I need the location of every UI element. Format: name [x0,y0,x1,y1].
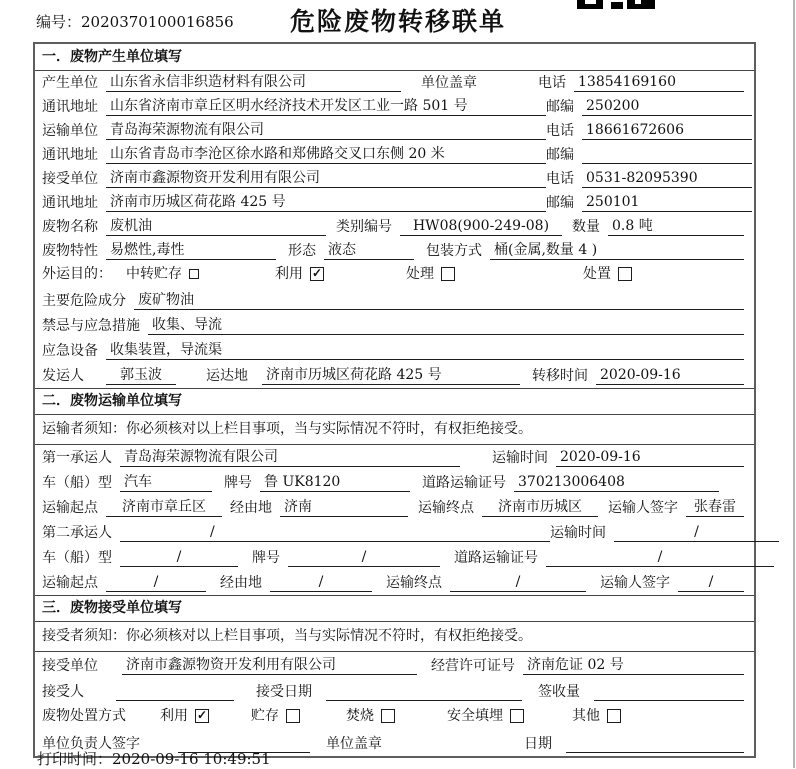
receiver-address-value: 济南市历城区荷花路 425 号 [106,193,546,212]
row-carrier2 [35,520,754,545]
purpose-option-utilize [275,265,324,283]
waste-form-label: 形态 [288,243,316,259]
disposal-option-label: 其他 [572,707,600,724]
purpose-option-label: 中转贮存 [126,266,182,282]
vehicle2-permit-value: / [546,548,774,567]
producer-zip-value: 250200 [582,97,752,116]
receiver-zip-label: 邮编 [546,195,574,211]
date-label: 日期 [524,736,552,752]
destination-label: 运达地 [206,368,248,384]
section1-header: 一．废物产生单位填写 [35,44,754,71]
vehicle1-permit-value: 370213006408 [514,473,719,492]
hazard-value: 废矿物油 [134,291,744,310]
route2-end-label: 运输终点 [386,575,442,591]
accept-unit-label: 接受单位 [42,658,98,674]
row-route1 [35,495,754,520]
disposal-option-label: 贮存 [251,707,279,724]
accept-date-value [326,700,522,701]
purpose-option-transfer-storage [126,265,199,283]
transfer-time-label: 转移时间 [532,368,588,384]
row-disposal-method [35,704,754,730]
acceptor-value [116,700,234,701]
vehicle1-type-label: 车（船）型 [42,475,112,491]
transporter-address-label: 通讯地址 [42,147,98,163]
route2-via-value: / [270,573,372,592]
row-acceptor [35,678,754,704]
vehicle1-plate-label: 牌号 [224,475,252,491]
row-transporter [35,119,754,143]
date-value [566,752,744,753]
vehicle2-type-value: / [120,548,238,567]
route2-start-label: 运输起点 [42,575,98,591]
disposal-option-utilize [160,707,209,725]
carrier1-time-label: 运输时间 [492,450,548,466]
carrier2-time-label: 运输时间 [550,525,606,541]
vehicle1-permit-label: 道路运输证号 [422,475,506,491]
checkbox-transfer-storage [189,269,199,279]
purpose-option-treat [406,265,455,283]
waste-props-value: 易燃性,毒性 [106,241,276,260]
checkbox-treat [441,267,455,281]
route1-end-label: 运输终点 [418,500,474,516]
receiver-notice: 接受者须知：你必须核对以上栏目事项，当与实际情况不符时，有权拒绝接受。 [35,622,754,652]
carrier2-label: 第二承运人 [42,525,112,541]
producer-address-label: 通讯地址 [42,99,98,115]
checkbox-disposal-store [286,709,300,723]
transporter-value: 青岛海荣源物流有限公司 [106,121,546,140]
producer-address-value: 山东省济南市章丘区明水经济技术开发区工业一路 501 号 [106,97,546,116]
purpose-label: 外运目的： [42,266,112,282]
route1-start-value: 济南市章丘区 [106,498,222,517]
transporter-zip-value [582,163,752,164]
vehicle2-type-label: 车（船）型 [42,550,112,566]
disposal-option-other [572,707,621,725]
section3-header: 三．废物接受单位填写 [35,595,754,622]
producer-zip-label: 邮编 [546,99,574,115]
route1-sign-label: 运输人签字 [608,500,678,516]
emergency-equipment-label: 应急设备 [42,343,98,359]
purpose-option-label: 处置 [583,266,611,282]
checkbox-utilize: ✓ [311,266,323,280]
manifest-table [33,42,756,758]
disposal-option-store [251,707,300,725]
transporter-notice: 运输者须知：你必须核对以上栏目事项，当与实际情况不符时，有权拒绝接受。 [35,415,754,445]
emergency-measures-label: 禁忌与应急措施 [42,318,140,334]
waste-qty-value: 0.8 吨 [608,217,744,236]
row-receiver-address [35,191,754,215]
checkbox-disposal-other [607,709,621,723]
route1-start-label: 运输起点 [42,500,98,516]
receiver-value: 济南市鑫源物资开发利用有限公司 [106,169,546,188]
row-vehicle1 [35,470,754,495]
vehicle1-plate-value: 鲁 UK8120 [260,473,410,492]
checkbox-dispose [618,267,632,281]
route2-end-value: / [450,573,586,592]
waste-props-label: 废物特性 [42,243,98,259]
vehicle2-plate-label: 牌号 [252,550,280,566]
route2-via-label: 经由地 [220,575,262,591]
dispatcher-value: 郭玉波 [106,366,176,385]
waste-category-label: 类别编号 [336,219,392,235]
vehicle1-type-value: 汽车 [120,473,212,492]
row-route2 [35,570,754,595]
accept-date-label: 接受日期 [256,684,312,700]
row-transfer-purpose [35,263,754,288]
row-emergency-measures [35,313,754,338]
doc-number-value: 2020370100016856 [81,13,234,31]
transporter-phone-label: 电话 [546,123,574,139]
page-title: 危险废物转移联单 [289,7,506,36]
purpose-option-label: 利用 [275,266,303,282]
route2-start-value: / [106,573,206,592]
waste-form-value: 液态 [324,241,414,260]
dispatcher-label: 发运人 [42,368,84,384]
vehicle2-plate-value: / [288,548,440,567]
disposal-option-incinerate [346,707,395,725]
producer-phone-value: 13854169160 [574,73,744,92]
disposal-option-label: 利用 [160,707,188,724]
disposal-option-label: 焚烧 [346,707,374,724]
checkbox-disposal-incinerate [381,709,395,723]
receiver-phone-label: 电话 [546,171,574,187]
producer-seal-label: 单位盖章 [421,75,477,91]
producer-value: 山东省永信非织造材料有限公司 [106,73,401,92]
purpose-option-label: 处理 [406,266,434,282]
responsible-sign-label: 单位负责人签字 [42,736,140,752]
transporter-zip-label: 邮编 [546,147,574,163]
route1-sign-value: 张春雷 [686,498,744,517]
row-receiver [35,167,754,191]
receiver-phone-value: 0531-82095390 [582,169,752,188]
row-producer [35,71,754,95]
print-time [37,748,271,769]
section2-header: 二．废物运输单位填写 [35,388,754,415]
waste-packing-label: 包装方式 [426,243,482,259]
carrier1-time-value: 2020-09-16 [556,448,744,467]
transfer-time-value: 2020-09-16 [596,366,744,385]
row-emergency-equipment [35,338,754,363]
hazard-label: 主要危险成分 [42,293,126,309]
row-waste-name [35,215,754,239]
route2-sign-label: 运输人签字 [600,575,670,591]
transporter-address-value: 山东省青岛市李沧区徐水路和郑佛路交叉口东侧 20 米 [106,145,546,164]
route1-via-label: 经由地 [230,500,272,516]
receiver-zip-value: 250101 [582,193,752,212]
route1-via-value: 济南 [280,498,408,517]
producer-label: 产生单位 [42,75,98,91]
page-edge-divider [793,0,795,768]
emergency-equipment-value: 收集装置，导流渠 [106,341,744,360]
waste-category-value: HW08(900-249-08) [400,217,562,236]
destination-value: 济南市历城区荷花路 425 号 [262,366,520,385]
disposal-option-label: 安全填埋 [447,707,503,724]
row-producer-address [35,95,754,119]
row-accept-unit [35,652,754,678]
print-time-label: 打印时间： [37,750,113,768]
row-dispatch [35,363,754,388]
row-vehicle2 [35,545,754,570]
receiver-label: 接受单位 [42,171,98,187]
disposal-option-landfill [447,707,524,725]
vehicle2-permit-label: 道路运输证号 [454,550,538,566]
transporter-label: 运输单位 [42,123,98,139]
accept-unit-value: 济南市鑫源物资开发利用有限公司 [122,656,417,675]
unit-seal-label: 单位盖章 [326,736,382,752]
row-waste-props [35,239,754,263]
row-hazard-component [35,288,754,313]
purpose-option-dispose [583,265,632,283]
license-value: 济南危证 02 号 [523,656,744,675]
doc-number-label: 编号： [36,13,82,31]
receipt-qty-value [594,700,744,701]
carrier2-time-value: / [614,523,779,542]
carrier1-label: 第一承运人 [42,450,112,466]
print-time-value: 2020-09-16 10:49:51 [112,750,271,768]
waste-packing-value: 桶(金属,数量 4 ) [490,241,744,260]
acceptor-label: 接受人 [42,684,84,700]
receipt-qty-label: 签收量 [538,684,580,700]
route2-sign-value: / [678,573,744,592]
waste-name-label: 废物名称 [42,219,98,235]
carrier1-value: 青岛海荣源物流有限公司 [120,448,460,467]
waste-qty-label: 数量 [572,219,600,235]
producer-phone-label: 电话 [538,75,566,91]
receiver-address-label: 通讯地址 [42,195,98,211]
disposal-label: 废物处置方式 [42,707,126,724]
transporter-phone-value: 18661672606 [582,121,752,140]
license-label: 经营许可证号 [431,658,515,674]
row-carrier1 [35,445,754,470]
carrier2-value: / [120,523,550,542]
checkbox-disposal-utilize: ✓ [196,707,208,722]
route1-end-value: 济南市历城区 [482,498,598,517]
row-transporter-address [35,143,754,167]
emergency-measures-value: 收集、导流 [148,316,744,335]
checkbox-disposal-landfill [510,709,524,723]
waste-name-value: 废机油 [106,217,326,236]
